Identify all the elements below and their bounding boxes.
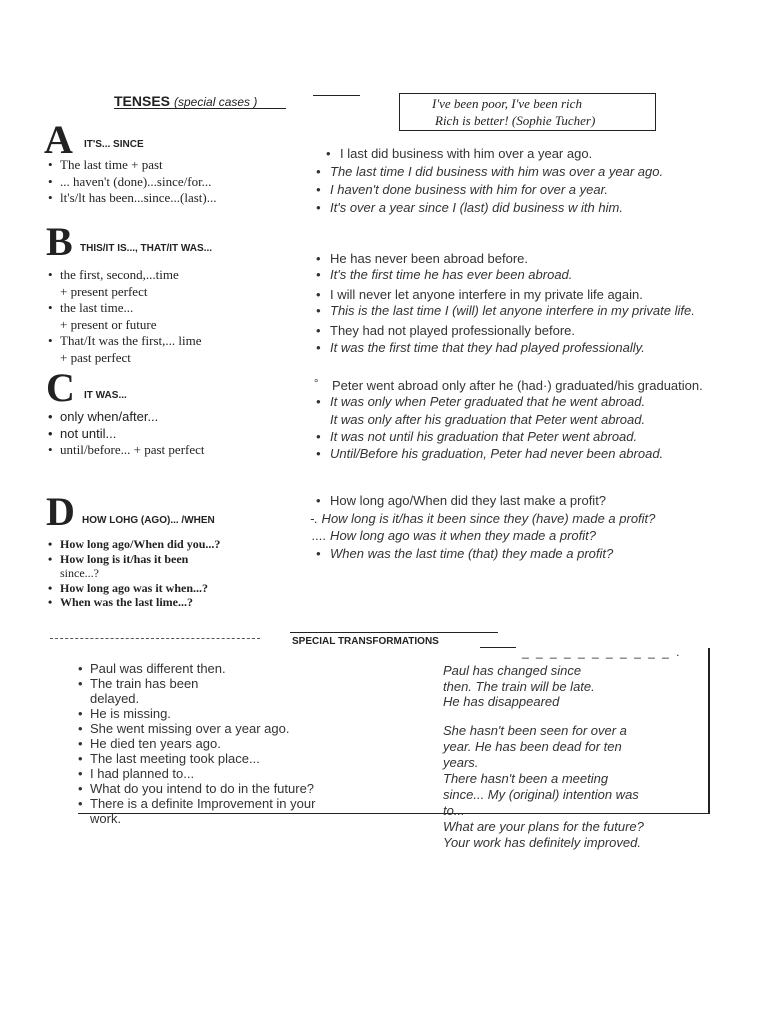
section-c-example-5: • Until/Before his graduation, Peter had never been abroad. <box>330 446 663 461</box>
section-c-heading: IT WAS... <box>84 390 127 401</box>
section-a-example-1: • I last did business with him over a year ago. <box>340 146 592 161</box>
list-item: • only when/after... <box>46 409 205 426</box>
section-b-example-2: • It's the first time he has ever been abroad. <box>330 267 572 282</box>
list-item: work. <box>90 811 122 826</box>
section-c-example-1 <box>314 378 703 393</box>
list-item: • When was the last lime...? <box>46 595 220 610</box>
list-item: • I had planned to... <box>76 766 315 781</box>
dashed-rule <box>50 638 260 639</box>
list-item: • the last time... <box>46 300 202 317</box>
section-c-example-3: It was only after his graduation that Peter went abroad. <box>330 412 646 427</box>
list-item: • What do you intend to do in the future? <box>76 781 315 796</box>
section-a-heading: IT'S... SINCE <box>84 139 144 150</box>
special-right-line: She hasn't been seen for over a <box>443 723 627 738</box>
list-item: • the first, second,...time <box>46 267 202 284</box>
special-right-line: year. He has been dead for ten <box>443 739 622 754</box>
section-b-example-6: • It was the first time that they had played professionally. <box>330 340 645 355</box>
list-item: + present perfect <box>60 283 148 299</box>
list-item: • That/It was the first,... lime <box>46 333 202 350</box>
section-b-example-5: • They had not played professionally before. <box>330 323 575 338</box>
page-title <box>114 93 257 109</box>
quote-line-1: I've been poor, I've been rich <box>432 96 582 111</box>
special-left-list <box>76 661 315 826</box>
section-a-list <box>46 157 217 207</box>
special-right-line: to... <box>443 803 465 818</box>
quote-box <box>399 93 656 131</box>
special-right-line: There hasn't been a meeting <box>443 771 609 786</box>
heading-rule <box>480 647 516 648</box>
list-item: • The last time + past <box>46 157 217 174</box>
list-item: • not until... <box>46 426 205 443</box>
list-item: delayed. <box>90 691 140 706</box>
section-a-example-3: • I haven't done business with him for over a year. <box>330 182 608 197</box>
list-item: • He is missing. <box>76 706 315 721</box>
section-c-letter: C <box>46 365 75 410</box>
degree-mark: ° <box>314 378 319 390</box>
list-item: • He died ten years ago. <box>76 736 315 751</box>
list-item: • The train has been <box>76 676 315 691</box>
list-item: • How long ago was it when...? <box>46 581 220 596</box>
section-d-heading: HOW LOHG (AGO)... /WHEN <box>82 515 215 526</box>
special-right-line: Paul has changed since <box>443 663 582 678</box>
special-right-line: Your work has definitely improved. <box>443 835 641 850</box>
quote-line-2: Rich is better! (Sophie Tucher) <box>435 113 596 128</box>
special-transformations-heading: SPECIAL TRANSFORMATIONS <box>292 636 439 647</box>
special-right-line: He has disappeared <box>443 694 560 709</box>
list-item: • How long is it/has it been <box>46 552 220 567</box>
section-b-example-4: • This is the last time I (will) let anyone interfere in my private life. <box>330 303 695 318</box>
title-text: TENSES <box>114 93 171 109</box>
section-b-example-3: • I will never let anyone interfere in my private life again. <box>330 287 643 302</box>
special-right-line: since... My (original) intention was <box>443 787 639 802</box>
section-d-letter: D <box>46 489 75 534</box>
list-item: since...? <box>60 566 99 580</box>
section-d-example-1: • How long ago/When did they last make a profit? <box>330 493 606 508</box>
special-right-line: What are your plans for the future? <box>443 819 644 834</box>
list-item: • There is a definite Improvement in your <box>76 796 315 811</box>
heading-overline <box>290 632 498 633</box>
section-d-example-4: • When was the last time (that) they made a profit? <box>330 546 613 561</box>
list-item: + present or future <box>60 316 157 332</box>
section-b-heading: THIS/IT IS..., THAT/IT WAS... <box>80 243 213 254</box>
special-right-line: years. <box>443 755 479 770</box>
title-underline <box>114 108 286 109</box>
section-c-list <box>46 409 205 459</box>
list-item: • How long ago/When did you...? <box>46 537 220 552</box>
list-item: • Paul was different then. <box>76 661 315 676</box>
section-b-letter: B <box>46 219 73 264</box>
section-d-example-3: .... How long ago was it when they made a profit? <box>312 528 596 543</box>
section-c-example-4: • It was not until his graduation that Peter went abroad. <box>330 429 637 444</box>
example-text: Peter went abroad only after he (had·) graduated/his graduation. <box>332 378 703 393</box>
top-rule <box>313 95 360 96</box>
section-c-example-2: • It was only when Peter graduated that he went abroad. <box>330 394 645 409</box>
section-b-example-1: • He has never been abroad before. <box>330 251 528 266</box>
title-subtitle: (special cases ) <box>174 95 258 109</box>
heading-dashes: _ _ _ _ _ _ _ _ _ _ _ . <box>522 645 682 659</box>
list-item: • ... haven't (done)...since/for... <box>46 174 217 191</box>
section-b-list <box>46 267 202 366</box>
list-item: + past perfect <box>60 349 131 365</box>
section-a-letter: A <box>44 117 73 162</box>
section-d-example-2: -. How long is it/has it been since they (have) made a profit? <box>310 511 656 526</box>
list-item: • The last meeting took place... <box>76 751 315 766</box>
list-item: • She went missing over a year ago. <box>76 721 315 736</box>
special-right-line: then. The train will be late. <box>443 679 595 694</box>
section-d-list <box>46 537 220 610</box>
list-item: • lt's/lt has been...since...(last)... <box>46 190 217 207</box>
section-a-example-2: • The last time I did business with him was over a year ago. <box>330 164 663 179</box>
box-right-border <box>708 648 710 814</box>
section-a-example-4: • It's over a year since I (last) did business w ith him. <box>330 200 623 215</box>
list-item: • until/before... + past perfect <box>46 442 205 459</box>
